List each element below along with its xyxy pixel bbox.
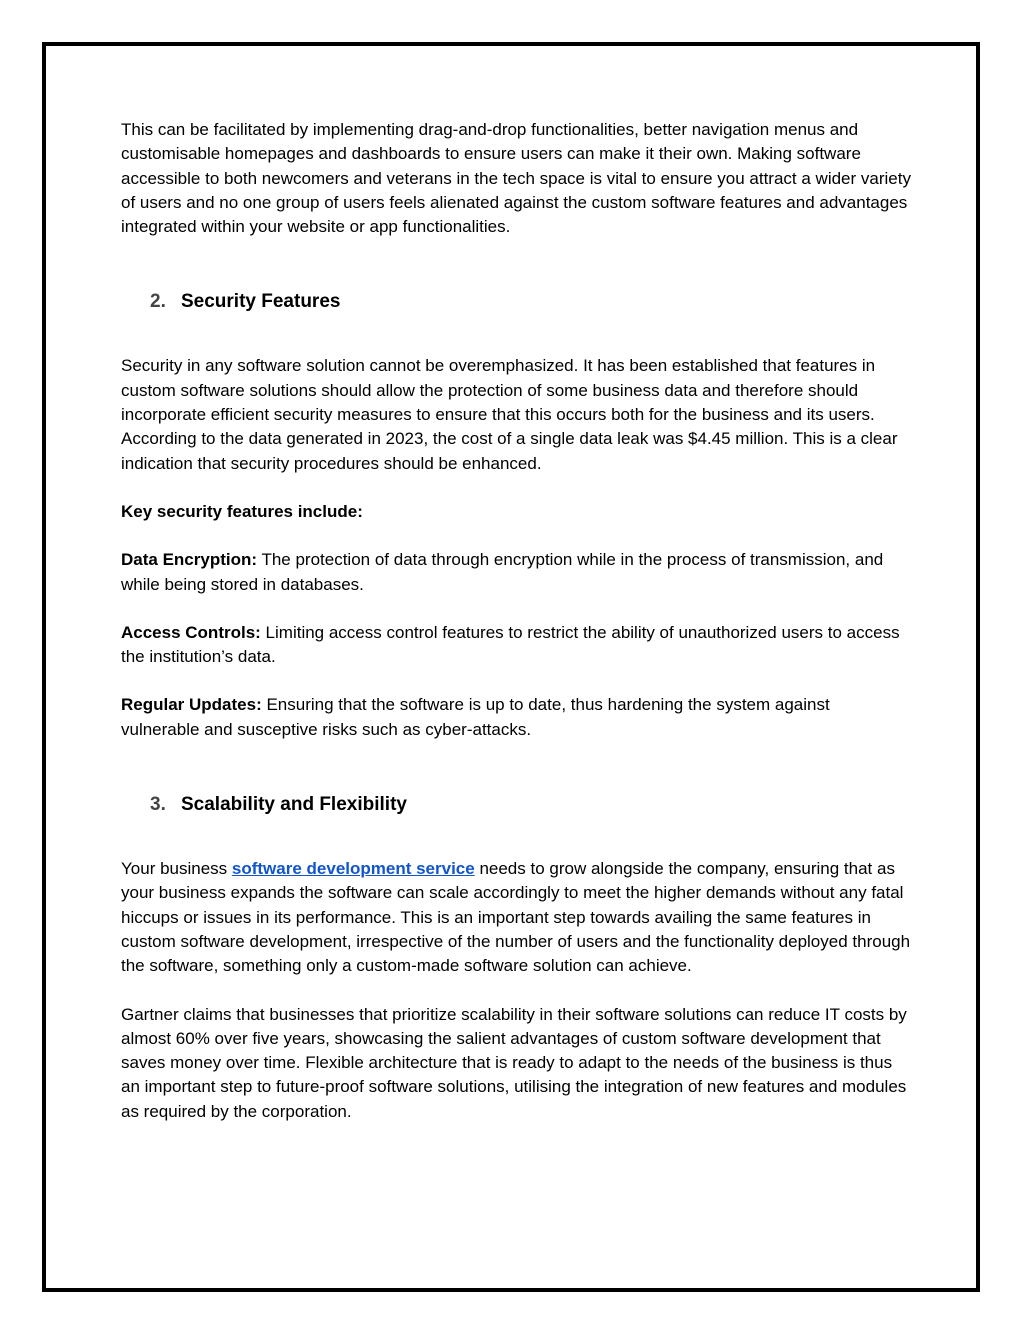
feature-data-encryption	[121, 548, 911, 597]
document-body	[121, 118, 911, 1124]
security-heading-number: 2.	[150, 291, 166, 313]
security-heading	[121, 290, 911, 314]
intro-paragraph: This can be facilitated by implementing drag-and-drop functionalities, better navigation menus and customisable homepages and dashboards to ensure users can make it their own. Making software accessible to both newcomers and veterans in the tech space is vital to ensure you attract a wider variety of users and no one group of users feels alienated against the custom software features and advantages integrated within your website or app functionalities.	[121, 120, 911, 237]
feature-text: The protection of data through encryption while in the process of transmission, and while being stored in databases.	[121, 550, 884, 594]
feature-text: Limiting access control features to restrict the ability of unauthorized users to access the institution’s data.	[121, 622, 900, 667]
feature-text: Ensuring that the software is up to date, thus hardening the system against vulnerable and susceptive risks such as cyber-attacks.	[121, 695, 830, 739]
feature-label: Regular Updates:	[121, 695, 262, 715]
security-paragraph: Security in any software solution cannot be overemphasized. It has been established that features in custom software solutions should allow the protection of some business data and therefore should incorporate efficient security measures to ensure that this occurs both for the business and its users. According to the data generated in 2023, the cost of a single data leak was $4.45 million. This is a clear indication that security procedures should be enhanced.	[121, 356, 898, 473]
security-heading-title: Security Features	[181, 291, 341, 313]
feature-label: Data Encryption:	[121, 550, 258, 570]
software-development-service-link[interactable]: software development service	[231, 859, 475, 879]
scalability-heading	[121, 793, 911, 817]
scalability-heading-number: 3.	[150, 794, 166, 816]
scalability-paragraph-2: Gartner claims that businesses that prioritize scalability in their software solutions can reduce IT costs by almost 60% over five years, showcasing the salient advantages of custom software development that saves money over time. Flexible architecture that is ready to adapt to the needs of the business is thus an important step to future-proof software solutions, utilising the integration of new features and modules as required by the corporation.	[121, 1004, 907, 1121]
scalability-heading-title: Scalability and Flexibility	[181, 794, 407, 816]
feature-label: Access Controls:	[121, 622, 261, 642]
scalability-paragraph-1: Your business software development service needs to grow alongside the company, ensuring that as your business expands the software can scale accordingly to meet the higher demands without any fatal hiccups or issues in its performance. This is an important step towards availing the same features in custom software development, irrespective of the number of users and the functionality deployed through the software, something only a custom-made software solution can achieve.	[121, 859, 911, 976]
feature-access-controls	[121, 621, 911, 670]
feature-regular-updates	[121, 693, 911, 742]
key-features-heading: Key security features include:	[121, 501, 363, 521]
